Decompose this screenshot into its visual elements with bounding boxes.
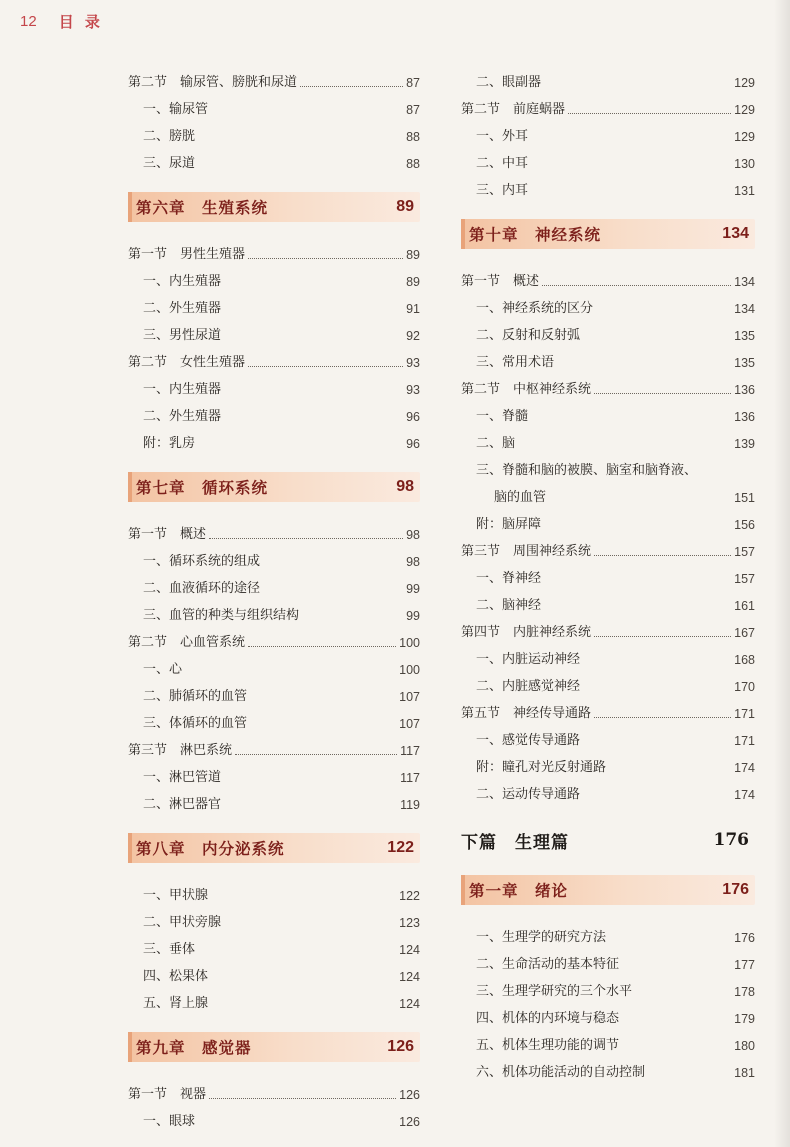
toc-right-column	[461, 64, 755, 1081]
section-entry[interactable]	[461, 91, 755, 118]
section-entry[interactable]	[128, 236, 420, 263]
toc-entry[interactable]	[128, 145, 420, 172]
entry-page: 171	[734, 707, 755, 721]
entry-page: 98	[406, 528, 420, 542]
entry-page: 135	[734, 356, 755, 370]
dot-leader	[248, 258, 403, 259]
entry-page: 134	[734, 275, 755, 289]
entry-title: 二、膀胱	[143, 129, 196, 144]
entry-title: 第五节 神经传导通路	[461, 706, 592, 721]
chapter-page: 89	[396, 198, 414, 215]
page-number: 12	[20, 12, 37, 30]
entry-title: 三、垂体	[143, 942, 196, 957]
entry-title: 三、男性尿道	[143, 328, 222, 343]
entry-title: 五、肾上腺	[143, 996, 209, 1011]
entry-title: 二、血液循环的途径	[143, 581, 261, 596]
toc-entry[interactable]	[461, 946, 755, 973]
chapter-title: 第七章 循环系统	[136, 479, 269, 497]
chapter-page: 176	[722, 881, 749, 898]
entry-page: 119	[400, 798, 420, 812]
entry-page: 176	[734, 931, 755, 945]
entry-page: 88	[406, 157, 420, 171]
entry-title: 二、肺循环的血管	[143, 689, 248, 704]
entry-title: 二、反射和反射弧	[476, 328, 581, 343]
dot-leader	[235, 754, 397, 755]
entry-page: 88	[406, 130, 420, 144]
entry-page: 177	[734, 958, 755, 972]
toc-entry[interactable]	[128, 678, 420, 705]
dot-leader	[594, 717, 731, 718]
entry-title: 二、运动传导通路	[476, 787, 581, 802]
entry-title: 二、中耳	[476, 156, 529, 171]
entry-title: 二、外生殖器	[143, 409, 222, 424]
toc-entry[interactable]	[128, 290, 420, 317]
entry-page: 91	[406, 302, 420, 316]
chapter-heading[interactable]	[461, 875, 755, 905]
entry-page: 124	[399, 997, 420, 1011]
chapter-heading[interactable]	[461, 219, 755, 249]
entry-page: 157	[734, 572, 755, 586]
toc-entry[interactable]	[128, 985, 420, 1012]
toc-entry[interactable]	[128, 543, 420, 570]
entry-page: 129	[734, 103, 755, 117]
entry-page: 96	[406, 410, 420, 424]
entry-page: 107	[399, 717, 420, 731]
entry-page: 117	[400, 744, 420, 758]
toc-entry[interactable]	[461, 425, 755, 452]
entry-title: 一、内脏运动神经	[476, 652, 581, 667]
section-entry[interactable]	[461, 371, 755, 398]
entry-page: 122	[399, 889, 420, 903]
toc-entry[interactable]	[461, 145, 755, 172]
chapter-heading[interactable]	[128, 833, 420, 863]
entry-page: 151	[734, 491, 755, 505]
entry-page: 134	[734, 302, 755, 316]
entry-title: 第三节 淋巴系统	[128, 743, 233, 758]
entry-title: 二、脑神经	[476, 598, 542, 613]
entry-page: 89	[406, 248, 420, 262]
entry-title: 三、尿道	[143, 156, 196, 171]
toc-entry[interactable]	[128, 1103, 420, 1130]
entry-page: 168	[734, 653, 755, 667]
entry-page: 124	[399, 970, 420, 984]
entry-page: 136	[734, 410, 755, 424]
entry-page: 174	[734, 788, 755, 802]
entry-title: 二、生命活动的基本特征	[476, 957, 620, 972]
entry-title: 一、循环系统的组成	[143, 554, 261, 569]
toc-entry[interactable]	[128, 904, 420, 931]
toc-entry[interactable]	[128, 958, 420, 985]
entry-page: 126	[399, 1088, 420, 1102]
entry-page: 174	[734, 761, 755, 775]
entry-title: 一、内生殖器	[143, 274, 222, 289]
entry-page: 178	[734, 985, 755, 999]
chapter-title: 第九章 感觉器	[136, 1039, 252, 1057]
entry-page: 129	[734, 76, 755, 90]
entry-page: 93	[406, 356, 420, 370]
chapter-page: 126	[387, 1038, 414, 1055]
entry-page: 135	[734, 329, 755, 343]
section-entry[interactable]	[461, 533, 755, 560]
entry-title: 五、机体生理功能的调节	[476, 1038, 620, 1053]
chapter-page: 98	[396, 478, 414, 495]
toc-entry[interactable]	[461, 506, 755, 533]
chapter-heading[interactable]	[128, 472, 420, 502]
part-heading[interactable]	[461, 825, 755, 855]
entry-title: 二、眼副器	[476, 75, 542, 90]
entry-title: 四、机体的内环境与稳态	[476, 1011, 620, 1026]
toc-entry[interactable]	[128, 597, 420, 624]
dot-leader	[248, 646, 396, 647]
toc-entry[interactable]	[128, 705, 420, 732]
entry-page: 180	[734, 1039, 755, 1053]
toc-entry[interactable]	[461, 560, 755, 587]
toc-entry[interactable]	[461, 587, 755, 614]
entry-title: 第二节 中枢神经系统	[461, 382, 592, 397]
entry-title: 二、内脏感觉神经	[476, 679, 581, 694]
entry-title: 第一节 概述	[128, 527, 207, 542]
entry-page: 167	[734, 626, 755, 640]
toc-entry[interactable]	[128, 263, 420, 290]
entry-page: 157	[734, 545, 755, 559]
entry-title: 第一节 视器	[128, 1087, 207, 1102]
entry-title: 第二节 心血管系统	[128, 635, 246, 650]
entry-page: 156	[734, 518, 755, 532]
entry-page: 107	[399, 690, 420, 704]
toc-entry[interactable]	[128, 91, 420, 118]
page-title: 目 录	[58, 12, 103, 31]
toc-entry[interactable]	[461, 641, 755, 668]
entry-page: 87	[406, 76, 420, 90]
entry-page: 98	[406, 555, 420, 569]
entry-page: 87	[406, 103, 420, 117]
section-entry[interactable]	[128, 624, 420, 651]
entry-title: 二、外生殖器	[143, 301, 222, 316]
entry-page: 93	[406, 383, 420, 397]
entry-title: 四、松果体	[143, 969, 209, 984]
toc-entry[interactable]	[461, 64, 755, 91]
entry-title: 三、脊髓和脑的被膜、脑室和脑脊液、	[476, 463, 698, 478]
toc-entry[interactable]	[128, 651, 420, 678]
entry-title: 脑的血管	[494, 490, 547, 505]
entry-page: 139	[734, 437, 755, 451]
chapter-title: 第一章 绪论	[469, 882, 569, 900]
entry-page: 170	[734, 680, 755, 694]
entry-page: 181	[734, 1066, 755, 1080]
entry-title: 二、淋巴器官	[143, 797, 222, 812]
chapter-title: 第十章 神经系统	[469, 226, 602, 244]
section-entry[interactable]	[128, 344, 420, 371]
entry-title: 一、眼球	[143, 1114, 196, 1129]
chapter-heading[interactable]	[128, 192, 420, 222]
toc-entry[interactable]	[128, 931, 420, 958]
toc-entry[interactable]	[128, 425, 420, 452]
chapter-page: 122	[387, 839, 414, 856]
entry-page: 124	[399, 943, 420, 957]
entry-title: 一、外耳	[476, 129, 529, 144]
toc-entry[interactable]	[128, 877, 420, 904]
section-entry[interactable]	[128, 516, 420, 543]
entry-title: 附：瞳孔对光反射通路	[476, 760, 607, 775]
entry-title: 附：乳房	[143, 436, 196, 451]
entry-page: 161	[734, 599, 755, 613]
toc-entry[interactable]	[128, 398, 420, 425]
dot-leader	[542, 285, 731, 286]
toc-entry[interactable]	[128, 371, 420, 398]
entry-page: 100	[399, 636, 420, 650]
toc-entry[interactable]	[461, 722, 755, 749]
toc-entry[interactable]	[128, 759, 420, 786]
chapter-page: 134	[722, 225, 749, 242]
entry-page: 130	[734, 157, 755, 171]
toc-entry[interactable]	[461, 668, 755, 695]
entry-title: 三、血管的种类与组织结构	[143, 608, 300, 623]
toc-entry[interactable]	[128, 570, 420, 597]
section-entry[interactable]	[461, 695, 755, 722]
toc-entry[interactable]	[461, 344, 755, 371]
toc-entry[interactable]	[461, 290, 755, 317]
entry-title: 三、体循环的血管	[143, 716, 248, 731]
entry-title: 一、心	[143, 662, 183, 677]
toc-entry[interactable]	[461, 1027, 755, 1054]
toc-entry[interactable]	[461, 1054, 755, 1081]
entry-page: 99	[406, 582, 420, 596]
chapter-title: 第六章 生殖系统	[136, 199, 269, 217]
entry-title: 三、内耳	[476, 183, 529, 198]
entry-page: 179	[734, 1012, 755, 1026]
toc-entry[interactable]	[461, 973, 755, 1000]
entry-title: 一、输尿管	[143, 102, 209, 117]
entry-page: 117	[400, 771, 420, 785]
entry-title: 第二节 输尿管、膀胱和尿道	[128, 75, 298, 90]
entry-title: 一、甲状腺	[143, 888, 209, 903]
toc-entry[interactable]	[461, 172, 755, 199]
entry-page: 136	[734, 383, 755, 397]
entry-title: 一、感觉传导通路	[476, 733, 581, 748]
entry-page: 131	[734, 184, 755, 198]
entry-page: 171	[734, 734, 755, 748]
section-entry[interactable]	[461, 263, 755, 290]
entry-title: 三、常用术语	[476, 355, 555, 370]
toc-entry[interactable]	[461, 479, 755, 506]
part-title: 下篇 生理篇	[461, 832, 569, 853]
part-page: 176	[713, 830, 749, 850]
entry-page: 126	[399, 1115, 420, 1129]
entry-page: 123	[399, 916, 420, 930]
toc-entry[interactable]	[461, 452, 755, 479]
dot-leader	[594, 555, 731, 556]
toc-entry[interactable]	[461, 118, 755, 145]
entry-title: 第三节 周围神经系统	[461, 544, 592, 559]
dot-leader	[594, 636, 731, 637]
chapter-heading[interactable]	[128, 1032, 420, 1062]
toc-left-column	[128, 64, 420, 1130]
page-header	[20, 10, 103, 32]
section-entry[interactable]	[128, 1076, 420, 1103]
section-entry[interactable]	[128, 732, 420, 759]
entry-page: 129	[734, 130, 755, 144]
section-entry[interactable]	[128, 64, 420, 91]
dot-leader	[568, 113, 731, 114]
entry-title: 一、脊髓	[476, 409, 529, 424]
dot-leader	[594, 393, 731, 394]
entry-title: 第一节 男性生殖器	[128, 247, 246, 262]
entry-title: 第一节 概述	[461, 274, 540, 289]
entry-title: 一、脊神经	[476, 571, 542, 586]
entry-title: 一、神经系统的区分	[476, 301, 594, 316]
entry-title: 第二节 前庭蜗器	[461, 102, 566, 117]
entry-title: 一、生理学的研究方法	[476, 930, 607, 945]
toc-entry[interactable]	[461, 776, 755, 803]
page-edge-shadow	[774, 0, 790, 1147]
entry-title: 附：脑屏障	[476, 517, 542, 532]
entry-page: 100	[399, 663, 420, 677]
chapter-title: 第八章 内分泌系统	[136, 840, 285, 858]
entry-title: 第二节 女性生殖器	[128, 355, 246, 370]
entry-title: 二、甲状旁腺	[143, 915, 222, 930]
entry-title: 第四节 内脏神经系统	[461, 625, 592, 640]
entry-page: 99	[406, 609, 420, 623]
entry-page: 89	[406, 275, 420, 289]
toc-entry[interactable]	[128, 118, 420, 145]
toc-entry[interactable]	[461, 317, 755, 344]
toc-entry[interactable]	[461, 398, 755, 425]
dot-leader	[300, 86, 403, 87]
toc-entry[interactable]	[128, 786, 420, 813]
section-entry[interactable]	[461, 614, 755, 641]
entry-title: 二、脑	[476, 436, 516, 451]
dot-leader	[209, 1098, 396, 1099]
entry-title: 六、机体功能活动的自动控制	[476, 1065, 646, 1080]
toc-entry[interactable]	[461, 919, 755, 946]
entry-page: 92	[406, 329, 420, 343]
entry-title: 一、内生殖器	[143, 382, 222, 397]
dot-leader	[248, 366, 403, 367]
toc-entry[interactable]	[128, 317, 420, 344]
entry-page: 96	[406, 437, 420, 451]
dot-leader	[209, 538, 403, 539]
toc-entry[interactable]	[461, 749, 755, 776]
toc-entry[interactable]	[461, 1000, 755, 1027]
entry-title: 一、淋巴管道	[143, 770, 222, 785]
entry-title: 三、生理学研究的三个水平	[476, 984, 633, 999]
